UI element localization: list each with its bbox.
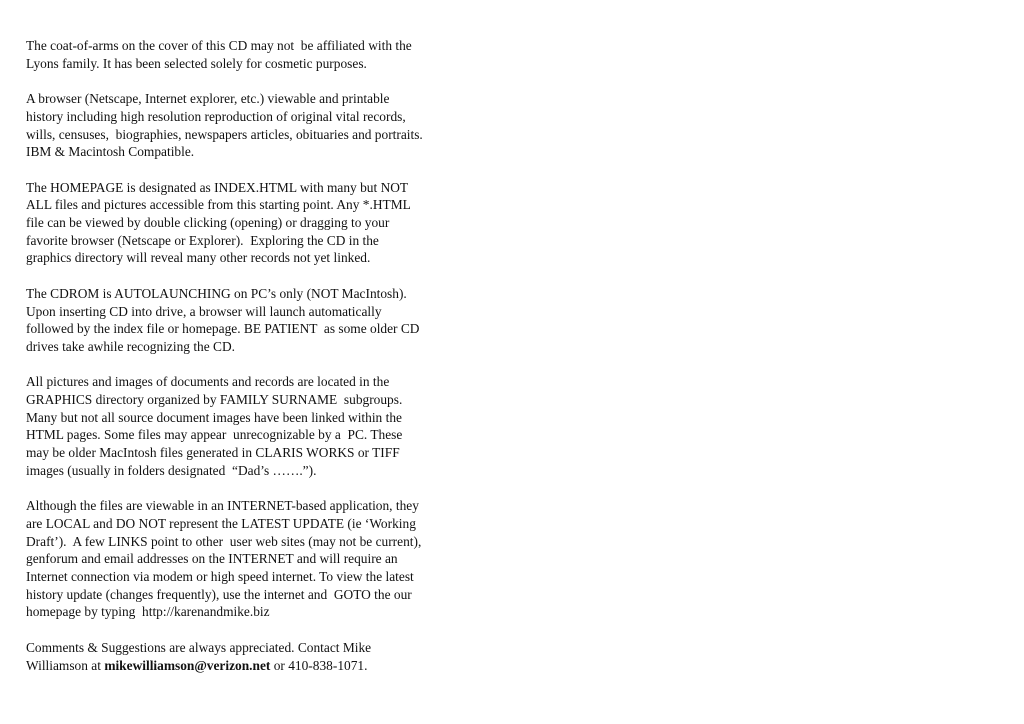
contact-email: mikewilliamson@verizon.net bbox=[104, 657, 271, 673]
text-line: followed by the index file or homepage. BE PATIENT as some older CD bbox=[26, 321, 420, 337]
text-line: Although the files are viewable in an INTERNET-based application, they bbox=[26, 498, 419, 514]
contact-line bbox=[26, 657, 471, 675]
text-line: All pictures and images of documents and records are located in the bbox=[26, 374, 390, 390]
text-line: Lyons family. It has been selected solely for cosmetic purposes. bbox=[26, 55, 367, 71]
paragraph-coat-of-arms bbox=[26, 37, 471, 72]
text-line: homepage by typing http://karenandmike.biz bbox=[26, 604, 270, 620]
text-line: Many but not all source document images have been linked within the bbox=[26, 409, 402, 425]
paragraph-graphics-directory bbox=[26, 373, 471, 479]
text-line: file can be viewed by double clicking (opening) or dragging to your bbox=[26, 215, 390, 230]
text-line: Draft’). A few LINKS point to other user web sites (may not be current), bbox=[26, 533, 422, 549]
text-line: GRAPHICS directory organized by FAMILY SURNAME subgroups. bbox=[26, 392, 403, 407]
paragraph-internet-notice bbox=[26, 497, 471, 621]
text-line: Comments & Suggestions are always appreciated. Contact Mike bbox=[26, 639, 372, 655]
text-line: Internet connection via modem or high speed internet. To view the latest bbox=[26, 569, 414, 585]
text-line: HTML pages. Some files may appear unrecognizable by a PC. These bbox=[26, 427, 403, 443]
text-line: IBM & Macintosh Compatible. bbox=[26, 144, 195, 160]
text-line: Upon inserting CD into drive, a browser will launch automatically bbox=[26, 303, 382, 319]
text-line: ALL files and pictures accessible from this starting point. Any *.HTML bbox=[26, 197, 411, 213]
text-line: may be older MacIntosh files generated in CLARIS WORKS or TIFF bbox=[26, 445, 400, 461]
paragraph-browser-description bbox=[26, 90, 471, 161]
text-line: The CDROM is AUTOLAUNCHING on PC’s only (NOT MacIntosh). bbox=[26, 285, 407, 301]
paragraph-autolaunch bbox=[26, 285, 471, 356]
text-line: A browser (Netscape, Internet explorer, etc.) viewable and printable bbox=[26, 91, 390, 107]
contact-prefix: Williamson at bbox=[26, 657, 105, 673]
text-line: history update (changes frequently), use the internet and GOTO the our bbox=[26, 586, 412, 602]
paragraph-homepage bbox=[26, 179, 471, 268]
document-page bbox=[26, 37, 471, 692]
contact-suffix: or 410-838-1071. bbox=[270, 657, 368, 673]
text-line: The HOMEPAGE is designated as INDEX.HTML with many but NOT bbox=[26, 179, 409, 195]
paragraph-contact bbox=[26, 639, 471, 674]
text-line: are LOCAL and DO NOT represent the LATEST UPDATE (ie ‘Working bbox=[26, 515, 416, 531]
text-line: images (usually in folders designated “Dad’s …….”). bbox=[26, 462, 317, 478]
text-line: genforum and email addresses on the INTERNET and will require an bbox=[26, 551, 398, 567]
text-line: graphics directory will reveal many other records not yet linked. bbox=[26, 250, 371, 266]
text-line: drives take awhile recognizing the CD. bbox=[26, 338, 235, 354]
text-line: The coat-of-arms on the cover of this CD may not be affiliated with the bbox=[26, 38, 412, 53]
text-line: favorite browser (Netscape or Explorer). Exploring the CD in the bbox=[26, 232, 379, 248]
text-line: history including high resolution reproduction of original vital records, bbox=[26, 108, 406, 124]
text-line: wills, censuses, biographies, newspapers articles, obituaries and portraits. bbox=[26, 126, 423, 142]
